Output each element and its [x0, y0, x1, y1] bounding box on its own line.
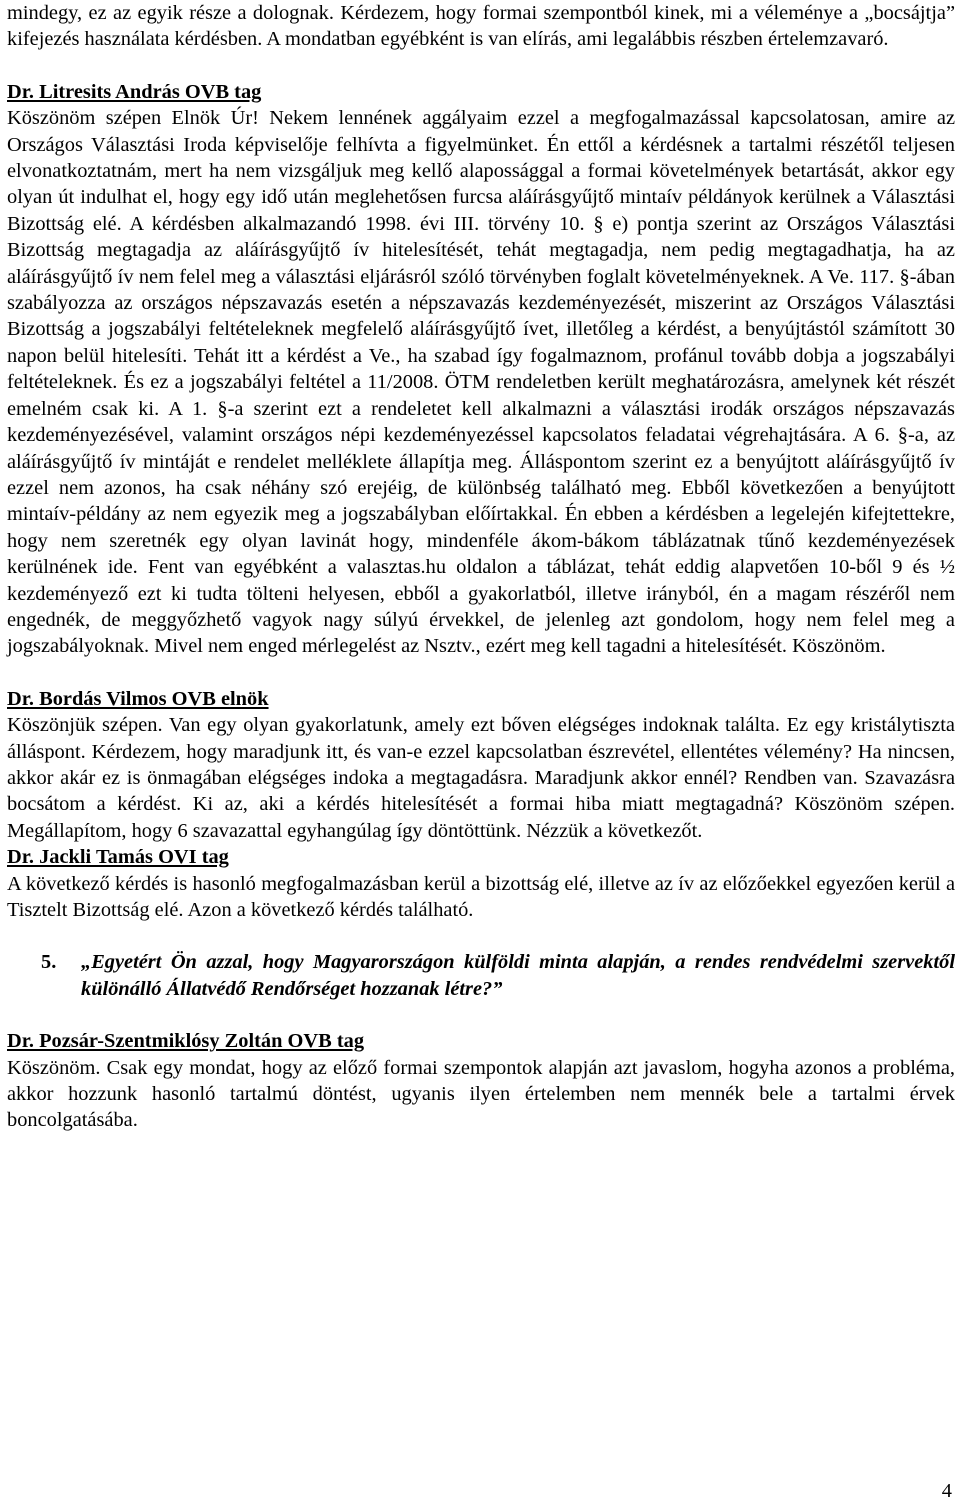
page-number: 4 — [941, 1480, 952, 1502]
spacer — [7, 660, 955, 686]
spacer — [7, 923, 955, 949]
speech-paragraph: Köszönjük szépen. Van egy olyan gyakorlatunk, amely ezt bőven elégséges indoknak találta. Ez egy kristálytiszta álláspont. Kérdezem, hogy maradjunk itt, és van-e ezzel kapcsolatban észrevétel, ellentétes vélemény? Ha nincsen, akkor akár ez is önmagában elégséges indoka a megtagadásra. Maradjunk akkor ennél? Rendben van. Szavazásra bocsátom a kérdést. Ki az, aki a kérdés hitelesítését a formai hiba miatt megtagadná? Köszönöm szépen. Megállapítom, hogy 6 szavazattal egyhangúlag így döntöttünk. Nézzük a következőt. — [7, 714, 955, 842]
question-text: „Egyetért Ön azzal, hogy Magyarországon külföldi minta alapján, a rendes rendvédelmi szervektől különálló Állatvédő Rendőrséget hozzanak létre?” — [81, 951, 955, 1000]
speaker-heading: Dr. Bordás Vilmos OVB elnök — [7, 687, 269, 710]
spacer — [7, 53, 955, 79]
paragraph-continuation: mindegy, ez az egyik része a dolognak. Kérdezem, hogy formai szempontból kinek, mi a véleménye a „bocsájtja” kifejezés használata kérdésben. A mondatban egyébként is van elírás, ami legalábbis részben értelemzavaró. — [7, 2, 955, 51]
speaker-heading: Dr. Litresits András OVB tag — [7, 80, 262, 103]
speech-paragraph: Köszönöm. Csak egy mondat, hogy az előző formai szempontok alapján azt javaslom, hogyha azonos a probléma, akkor hozzunk hasonló tartalmú döntést, ugyanis ilyen értelemben nem mennék bele a tartalmi érvek boncolgatásába. — [7, 1056, 955, 1132]
speaker-heading: Dr. Jackli Tamás OVI tag — [7, 846, 229, 869]
speaker-heading: Dr. Pozsár-Szentmiklósy Zoltán OVB tag — [7, 1030, 365, 1053]
referendum-question — [7, 949, 955, 1002]
question-number: 5. — [41, 951, 57, 974]
spacer — [7, 1002, 955, 1028]
speech-paragraph: A következő kérdés is hasonló megfogalmazásban kerül a bizottság elé, illetve az ív az előzőekkel egyezően kerül a Tisztelt Bizottság elé. Azon a következő kérdés található. — [7, 872, 955, 921]
speech-paragraph: Köszönöm szépen Elnök Úr! Nekem lennének aggályaim ezzel a megfogalmazással kapcsolatosan, amire az Országos Választási Iroda képviselője felhívta a figyelmünket. Én ettől a kérdésnek a tartalmi részétől teljesen elvonatkoztatnám, mert ha nem vizsgáljuk meg kellő alapossággal a formai követelmények betartását, akkor egy olyan út indulhat el, hogy egy idő után meglehetősen furcsa aláírásgyűjtő mintaív példányok kerülnek a Választási Bizottság elé. A kérdésben alkalmazandó 1998. évi III. törvény 10. § e) pontja szerint az Országos Választási Bizottság megtagadja az aláírásgyűjtő ív hitelesítését, tehát megtagadja, nem pedig megtagadhatja, ha az aláírásgyűjtő ív nem felel meg a választási eljárásról szóló törvényben foglalt követelményeknek. A Ve. 117. §-ában szabályozza az országos népszavazás esetén a népszavazás kezdeményezését, miszerint az Országos Választási Bizottság a jogszabályi feltételeknek megfelelő aláírásgyűjtő ívet, illetőleg a kérdést, a benyújtástól számított 30 napon belül hitelesíti. Tehát itt a kérdést a Ve., ha szabad így fogalmaznom, profánul tovább dobja a jogszabályi feltételeknek. És ez a jogszabályi feltétel a 11/2008. ÖTM rendeletben került meghatározásra, amelynek két részét emelném csak ki. A 1. §-a szerint ezt a rendeletet kell alkalmazni a választási irodák országos népszavazás kezdeményezésével, valamint országos népi kezdeményezéssel kapcsolatos feladatai végrehajtására. A 6. §-a, az aláírásgyűjtő ív mintáját e rendelet melléklete állapítja meg. Álláspontom szerint ez a benyújtott aláírásgyűjtő ív ezzel nem azonos, ha csak néhány szó erejéig, de különbség található meg. Ebből következően a benyújtott mintaív-példány az nem egyezik meg a jogszabályban előírtakkal. Én ebben a kérdésben a legelején kifejtettekre, hogy nem szeretnék egy olyan lavinát hogy, mindenféle ákom-bákom táblázatnak tűnő kezdeményezések kerülnének ide. Fent van egyébként a valasztas.hu oldalon a táblázat, tehát eddig alapvetően 10-ből 9 és ½ kezdeményező ezt ki tudta tölteni helyesen, ebből a gyakorlatból, illetve irányból, én a magam részéről nem engednék, de meggyőzhető vagyok nagy súlyú érvekkel, de jelenleg azt gondolom, hogy nem felel meg a jogszabályoknak. Mivel nem enged mérlegelést az Nsztv., ezért meg kell tagadni a hitelesítését. Köszönöm. — [7, 107, 955, 658]
document-page — [7, 0, 955, 1134]
